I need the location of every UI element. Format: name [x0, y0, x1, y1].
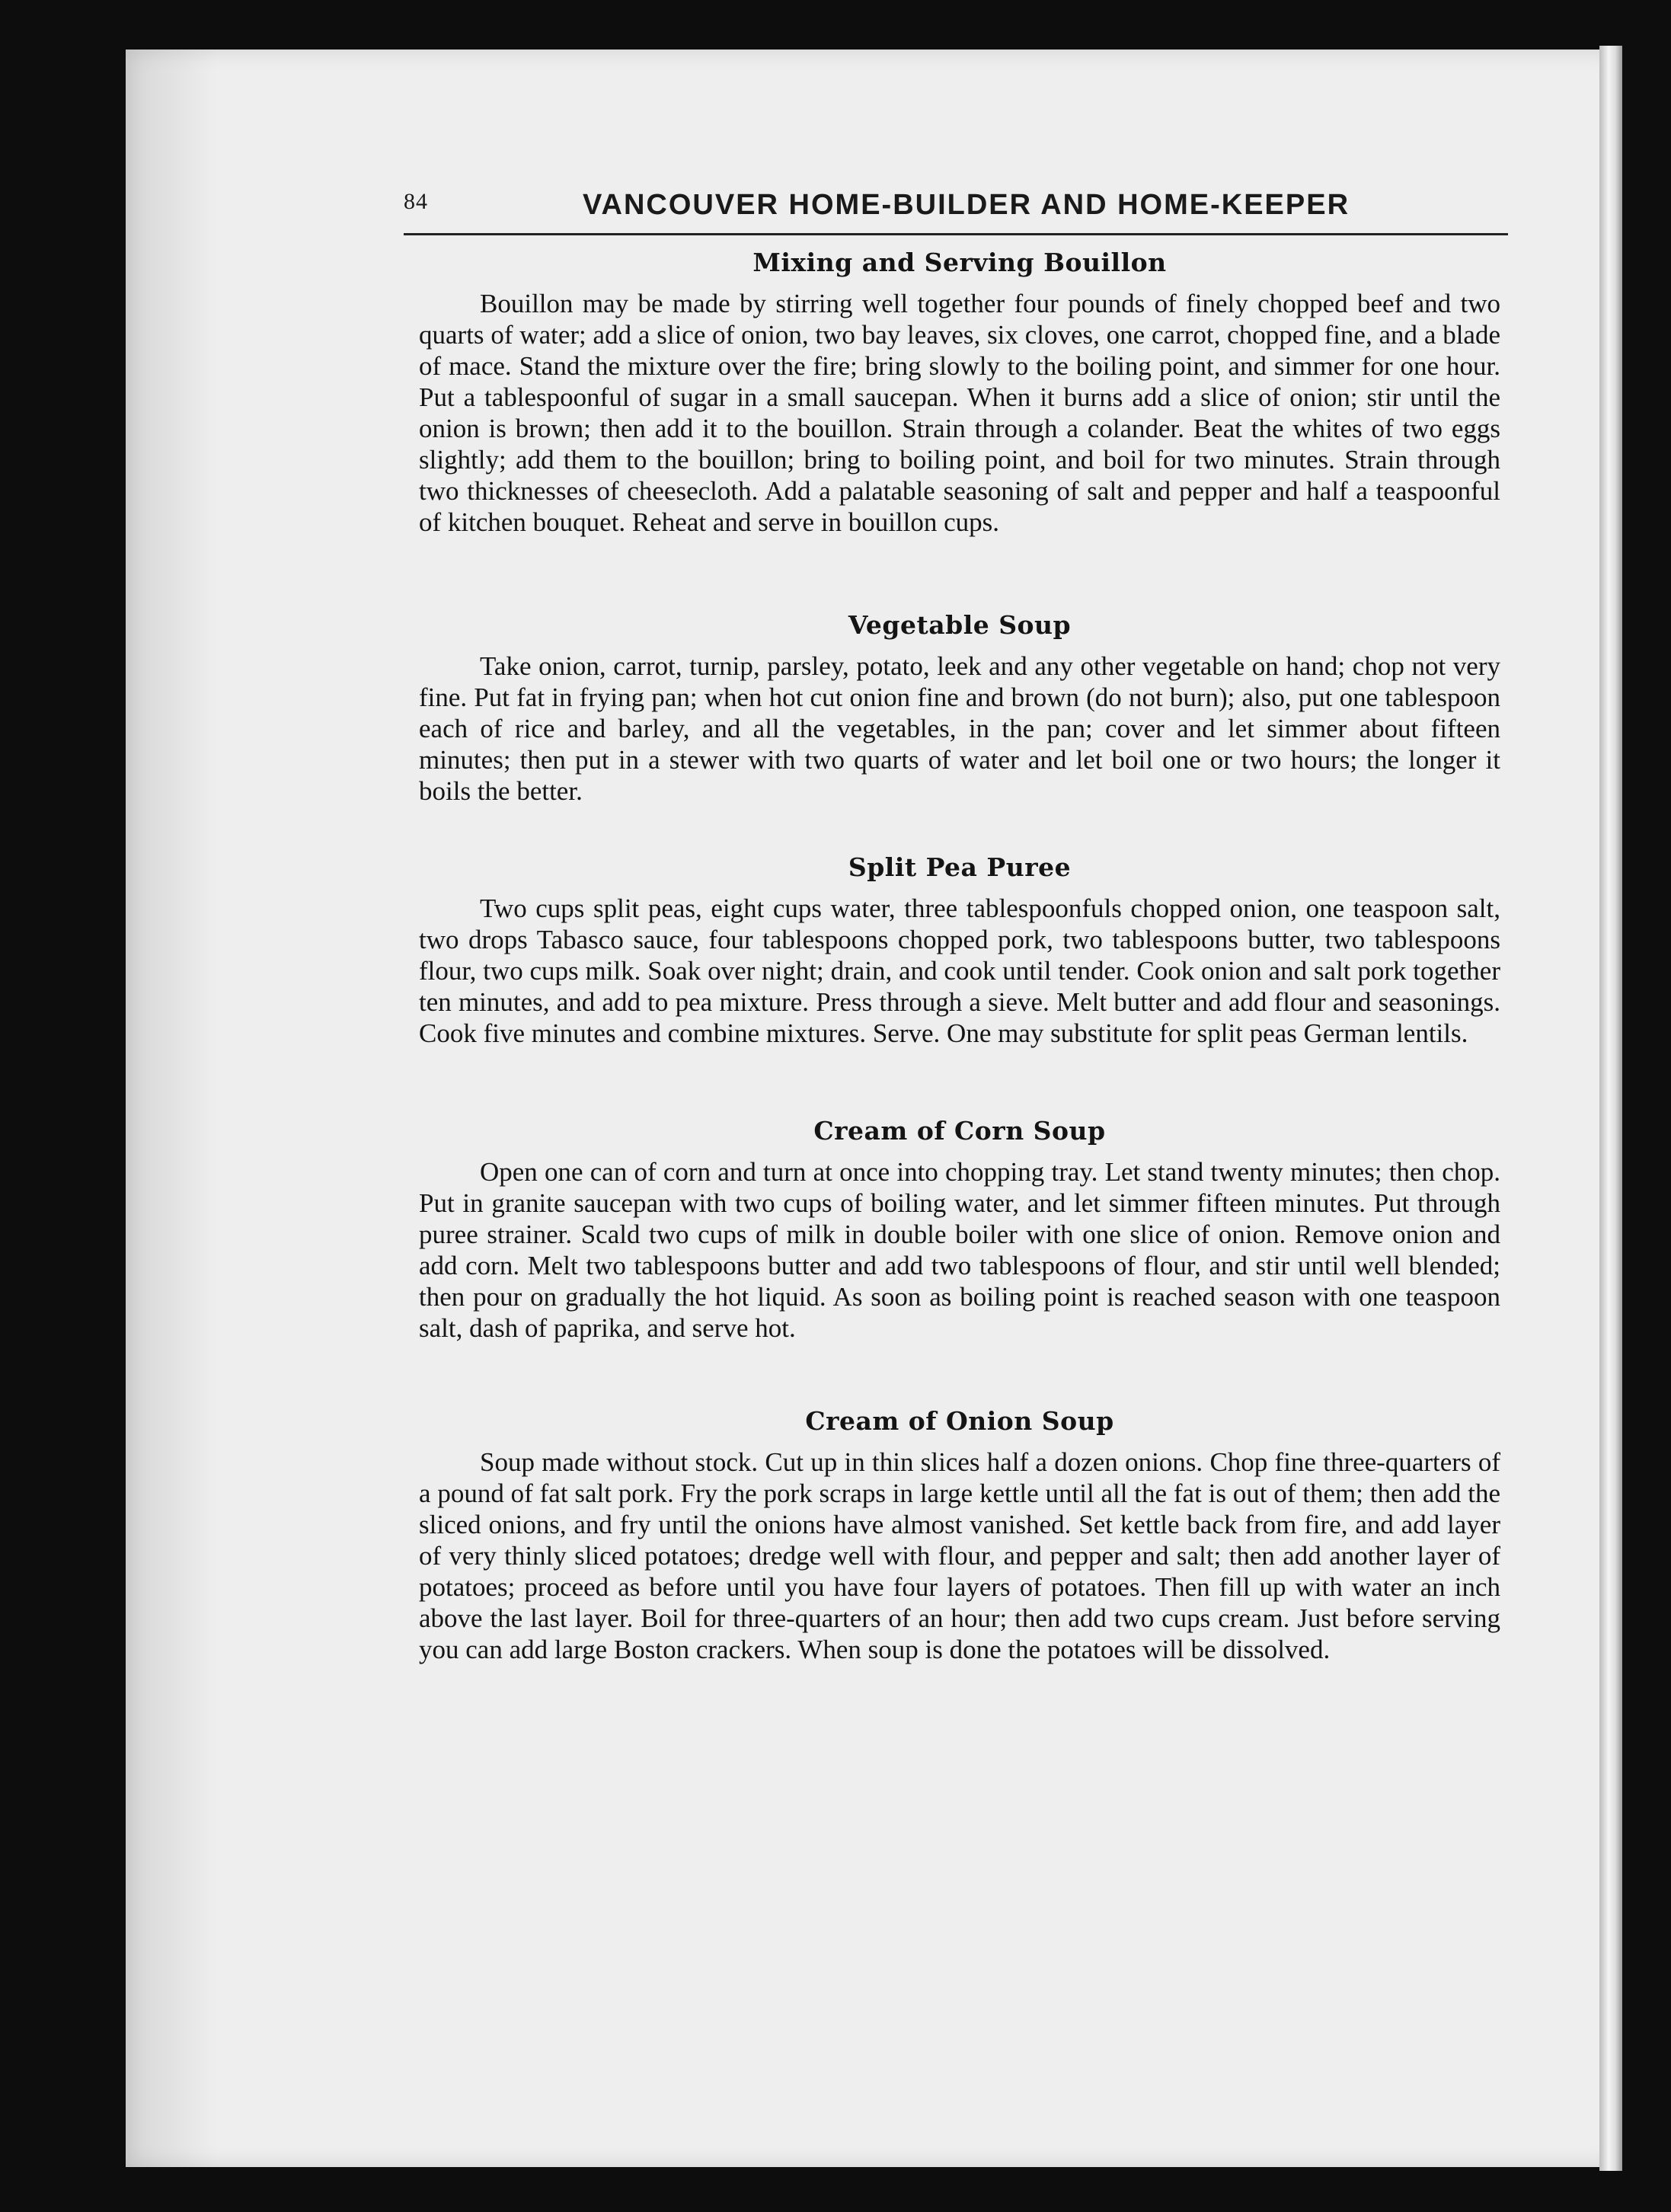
recipe-cream-of-corn-soup	[419, 1116, 1500, 1344]
recipe-body: Open one can of corn and turn at once into chopping tray. Let stand twenty minutes; then chop. Put in granite saucepan with two cups of boiling water, and let simmer fifteen minutes. Put through puree strainer. Scald two cups of milk in double boiler with one slice of onion. Remove onion and add corn. Melt two tablespoons butter and add two tablespoons of flour, and stir until well blended; then pour on gradually the hot liquid. As soon as boiling point is reached season with one teaspoon salt, dash of paprika, and serve hot.	[419, 1157, 1500, 1343]
recipe-bouillon	[419, 248, 1500, 538]
recipe-title: Cream of Corn Soup	[813, 1116, 1106, 1146]
page-header	[404, 189, 1508, 235]
page-edge	[1599, 46, 1622, 2171]
recipe-title: Split Pea Puree	[848, 852, 1072, 882]
recipe-split-pea-puree	[419, 852, 1500, 1049]
recipe-body: Bouillon may be made by stirring well together four pounds of finely chopped beef and two quarts of water; add a slice of onion, two bay leaves, six cloves, one carrot, chopped fine, and a blade of mace. Stand the mixture over the fire; bring slowly to the boiling point, and simmer for one hour. Put a tablespoonful of sugar in a small saucepan. When it burns add a slice of onion; stir until the onion is brown; then add it to the bouillon. Strain through a colander. Beat the whites of two eggs slightly; add them to the bouillon; bring to boiling point, and boil for two minutes. Strain through two thicknesses of cheesecloth. Add a palatable seasoning of salt and pepper and half a teaspoonful of kitchen bouquet. Reheat and serve in bouillon cups.	[419, 289, 1500, 537]
recipe-body: Take onion, carrot, turnip, parsley, potato, leek and any other vegetable on hand; chop not very fine. Put fat in frying pan; when hot cut onion fine and brown (do not burn); also, put one tablespoon each of rice and barley, and all the vegetables, in the pan; cover and let simmer about fifteen minutes; then put in a stewer with two quarts of water and let boil one or two hours; the longer it boils the better.	[419, 651, 1500, 806]
header-rule	[404, 233, 1508, 235]
recipe-body: Soup made without stock. Cut up in thin slices half a dozen onions. Chop fine three-quarters of a pound of fat salt pork. Fry the pork scraps in large kettle until all the fat is out of them; then add the sliced onions, and fry until the onions have almost vanished. Set kettle back from fire, and add layer of very thinly sliced potatoes; dredge well with flour, and pepper and salt; then add another layer of potatoes; proceed as before until you have four layers of potatoes. Then fill up with water an inch above the last layer. Boil for three-quarters of an hour; then add two cups cream. Just before serving you can add large Boston crackers. When soup is done the potatoes will be dissolved.	[419, 1447, 1500, 1664]
running-title: VANCOUVER HOME-BUILDER AND HOME-KEEPER	[583, 189, 1350, 221]
page-content	[419, 248, 1500, 1665]
recipe-title: Vegetable Soup	[848, 610, 1072, 640]
recipe-title: Mixing and Serving Bouillon	[752, 248, 1167, 277]
page-number: 84	[404, 189, 428, 214]
page-gutter-shadow	[126, 50, 217, 2167]
recipe-cream-of-onion-soup	[419, 1406, 1500, 1665]
recipe-vegetable-soup	[419, 610, 1500, 807]
recipe-title: Cream of Onion Soup	[805, 1406, 1114, 1436]
recipe-body: Two cups split peas, eight cups water, three tablespoonfuls chopped onion, one teaspoon salt, two drops Tabasco sauce, four tablespoons chopped pork, two tablespoons butter, two tablespoons flour, two cups milk. Soak over night; drain, and cook until tender. Cook onion and salt pork together ten minutes, and add to pea mixture. Press through a sieve. Melt butter and add flour and seasonings. Cook five minutes and combine mixtures. Serve. One may substitute for split peas German lentils.	[419, 893, 1500, 1048]
